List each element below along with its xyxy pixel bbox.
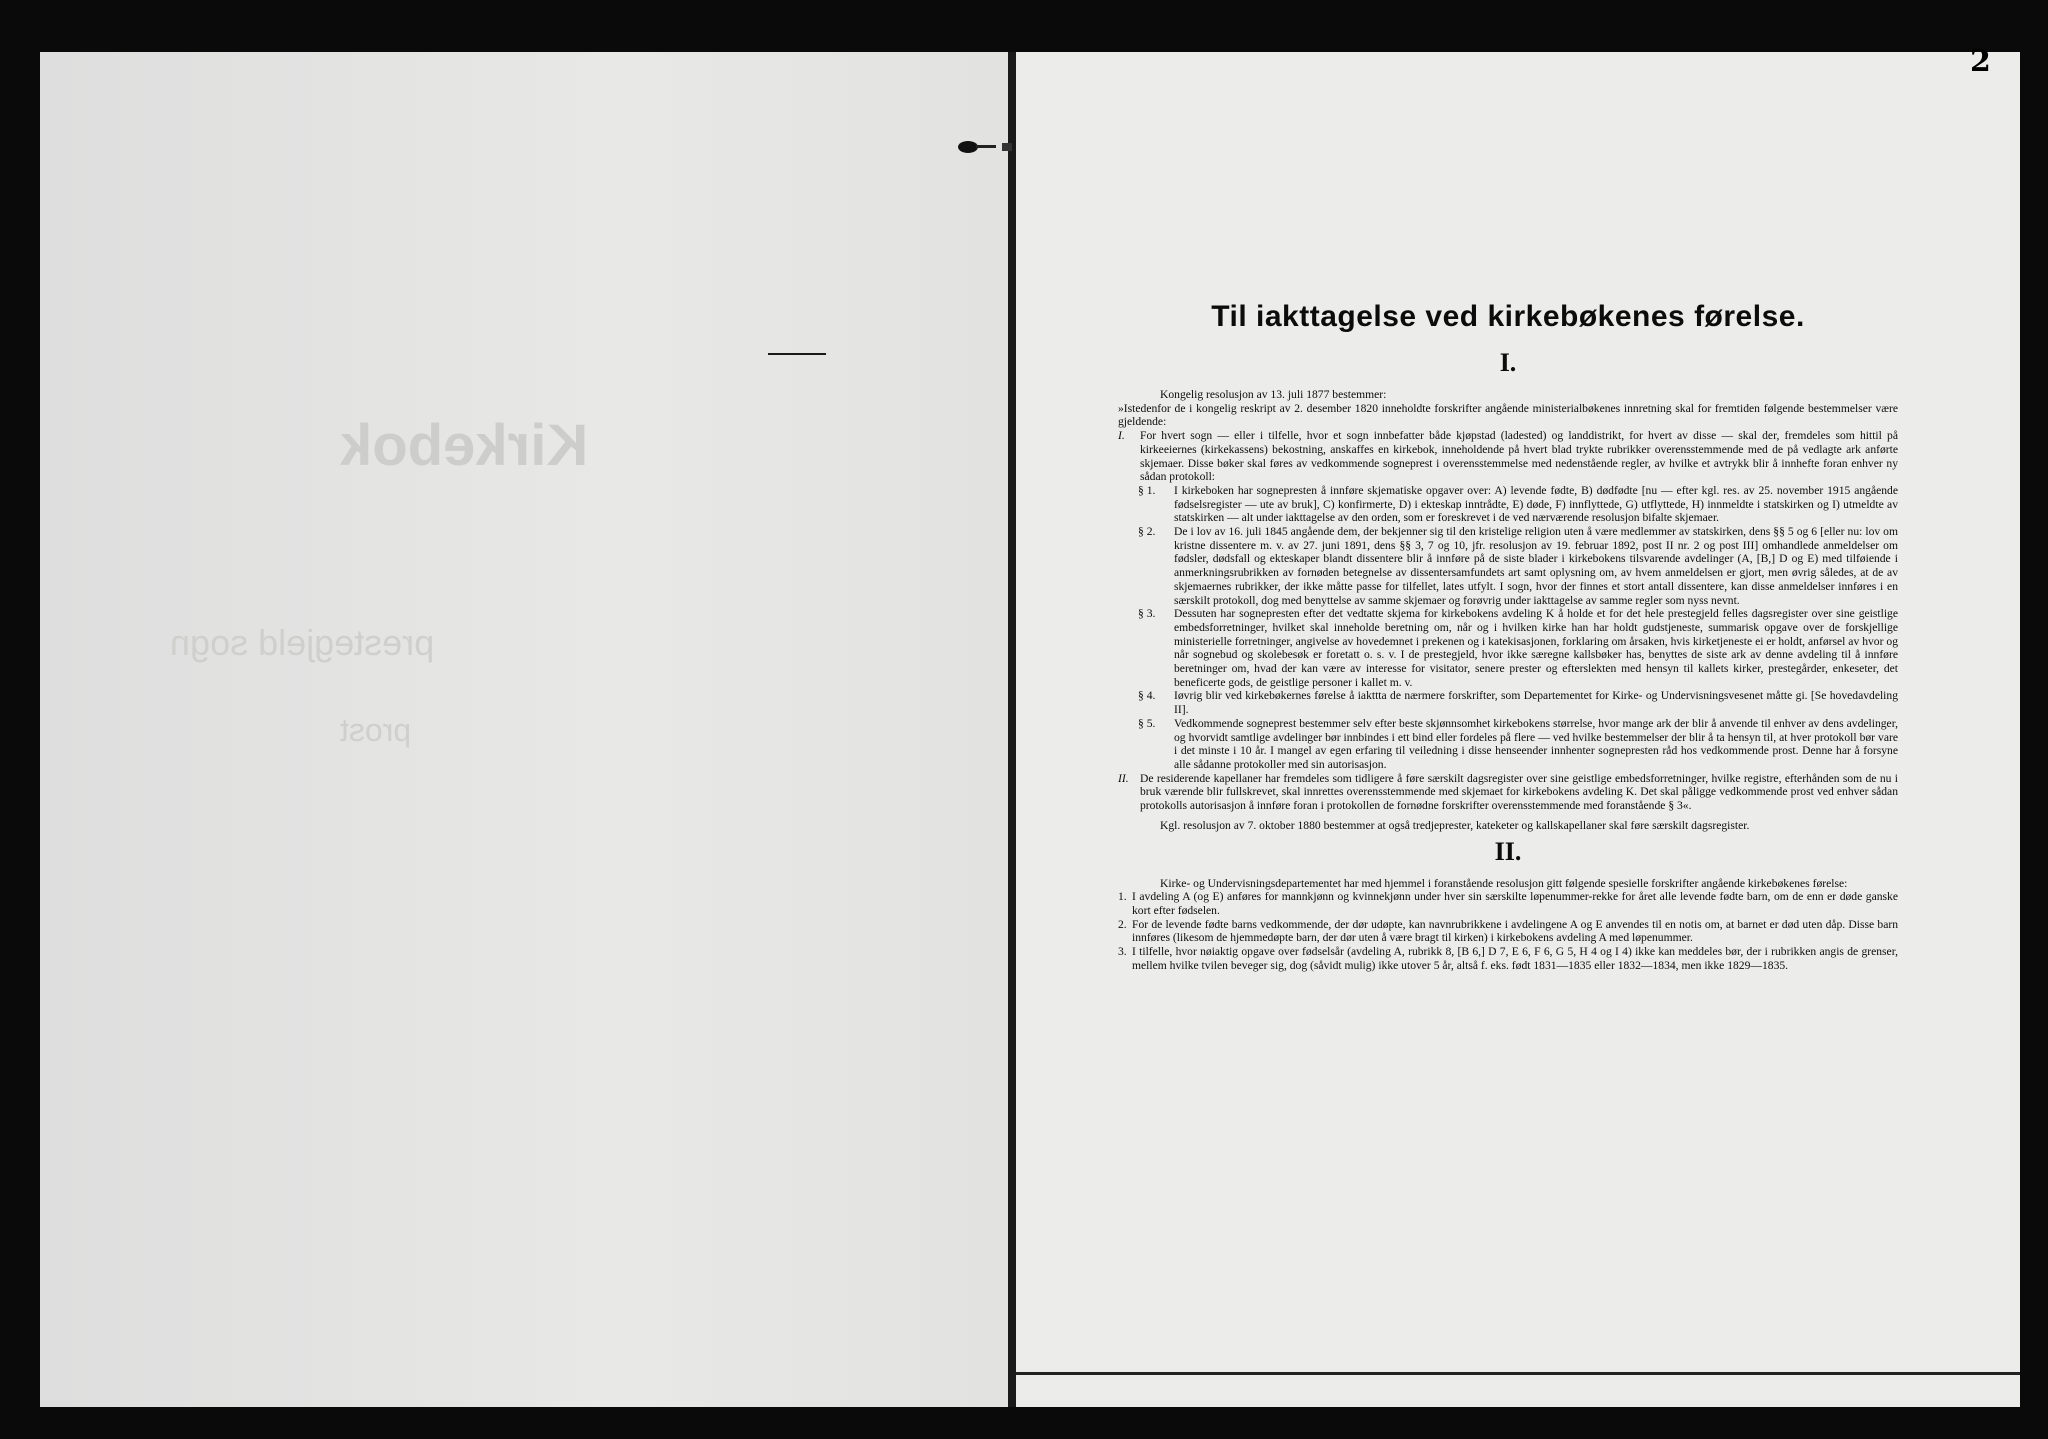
paragraph-text: Vedkommende sogneprest bestemmer selv efter beste skjønnsomhet kirkebokens størrelse, hvor mange ark der blir å anvende til enhver av dens avdelinger, og hvorvidt samtlige avdelinger bør innbindes i ett bind eller fordeles på flere — ved hvilke bestemmelser der blir å ta hensyn til, at hver protokoll bør vare i det minste i 10 år. I mangel av egen erfaring til veiledning i disse henseender innhenter sognepresten råd hos vedkommende prost. Denne har å forsyne alle sådanne protokoller med sin autorisasjon. bbox=[1174, 716, 1898, 771]
paragraph-number: § 2. bbox=[1138, 525, 1156, 539]
rule-text: For de levende fødte barns vedkommende, der dør udøpte, kan navnrubrikkene i avdelingene A og E anvendes til en notis om, at barnet er død uten dåp. Disse barn innføres (likesom de hjemmedøpte barn, der dør uten å være bragt til kirken) i kirkebokens avdeling A med løpenummer. bbox=[1132, 917, 1898, 945]
rule-item bbox=[1118, 945, 1898, 972]
numbered-item bbox=[1118, 429, 1898, 484]
rule-item bbox=[1118, 890, 1898, 917]
rule-number: 3. bbox=[1118, 945, 1127, 959]
paragraph-number: § 3. bbox=[1138, 607, 1156, 621]
paragraph-text: Dessuten har sognepresten efter det vedtatte skjema for kirkebokens avdeling K å holde et for det hele prestegjeld felles dagsregister over sine geistlige embedsforretninger, hvilket skal inneholde beretning om, når og i hvilken kirke han har holdt gudstjeneste, summarisk opgave over de forskjellige ministerielle forretninger, angivelse av hovedemnet i prekenen og i katekisasjonen, forklaring om årsaken, hvis kirketjeneste ei er holdt, anførsel av hvor og når sognebud og skolebesøk er foretatt o. s. v. I de prestegjeld, hvor ikke særegne kallsbøker has, benyttes de siste ark av denne avdeling til å innføre beretninger om, hvad der kan være av interesse for visitator, senere prester og efterslekten med hensyn til kallets kirker, prestegårder, enkeseter, det beneficerte gods, de geistlige personer i kallet m. v. bbox=[1174, 607, 1898, 689]
item-text: For hvert sogn — eller i tilfelle, hvor et sogn innbefatter både kjøpstad (ladested) og landdistrikt, for hvert av disse — skal der, fremdeles som hittil på kirkeeiernes (kirkekassens) bekostning, anskaffes en kirkebok, inneholdende på hvert blad trykte rubrikker overensstemmende med de på vedlagte ark anførte skjemaer. Disse bøker skal føres av vedkommende sogneprest i overensstemmelse med nedenstående regler, av hvilke et avtrykk blir å innhefte foran enhver ny sådan protokoll: bbox=[1140, 429, 1898, 484]
item-number: II. bbox=[1118, 771, 1129, 785]
section-intro: Kirke- og Undervisningsdepartementet har med hjemmel i foranstående resolusjon gitt følgende spesielle forskrifter angående kirkebøkenes førelse: bbox=[1160, 876, 1848, 890]
left-page-rule bbox=[768, 353, 826, 355]
paragraph-item bbox=[1138, 484, 1898, 525]
section-intro: Kongelig resolusjon av 13. juli 1877 bestemmer: bbox=[1160, 388, 1387, 401]
rule-text: I avdeling A (og E) anføres for mannkjønn og kvinnekjønn under hver sin særskilte løpenummer-rekke for året alle levende fødte barn, om de enn er døde ganske kort efter fødselen. bbox=[1132, 890, 1898, 917]
paragraph-text: Iøvrig blir ved kirkebøkernes førelse å iakttta de nærmere forskrifter, som Departementet for Kirke- og Undervisningsvesenet måtte gi. [Se hovedavdeling II]. bbox=[1174, 689, 1898, 717]
bleedthrough-line: prestegjeld sogn bbox=[170, 622, 435, 663]
paragraph-item bbox=[1138, 689, 1898, 716]
section-numeral: II. bbox=[1494, 836, 1522, 866]
book-gutter bbox=[1008, 52, 1016, 1407]
left-page bbox=[40, 52, 1008, 1407]
regulations-text bbox=[1118, 300, 1898, 972]
bleedthrough-line: prost bbox=[340, 712, 412, 748]
item-number: I. bbox=[1118, 429, 1125, 443]
rule-number: 1. bbox=[1118, 890, 1127, 904]
paragraph-number: § 1. bbox=[1138, 483, 1156, 497]
paragraph-text: De i lov av 16. juli 1845 angående dem, der bekjenner sig til den kristelige religion uten å være medlemmer av statskirken, dens §§ 5 og 6 [eller nu: lov om kristne dissentere m. v. av 27. juni 1891, dens §§ 3, 7 og 10, jfr. resolusjon av 19. februar 1892, post II nr. 2 og post III] omhandlede anmeldelser om fødsler, dødsfall og ekteskaper blandt dissentere blir å innføre på de siste blader i kirkebokens tilsvarende avdelinger (A, [B,] D og E) med tilføiende i anmerkningsrubrikken av fornøden betegnelse av dissentersamfundets art samt oplysning om, av hvem anmeldelsen er gjort, men øvrig således, at de av skjemaernes rubrikker, der ikke måtte passe for tilfellet, lates utfylt. I sogn, hvor der finnes et stort antall dissentere, kan disse anmeldelser innføres i en særskilt protokoll, dog med benyttelse av samme skjemaer og forøvrig under iakttagelse av samme regler som nyss nevnt. bbox=[1174, 525, 1898, 607]
rule-item bbox=[1118, 918, 1898, 945]
paragraph-item bbox=[1138, 525, 1898, 607]
rule-text: I tilfelle, hvor nøiaktig opgave over fødselsår (avdeling A, rubrikk 8, [B 6,] D 7, E 6, F 6, G 5, H 4 og I 4) ikke kan meddeles bør, der i rubrikken angis de grenser, mellem hvilke tvilen beveger sig, dog (såvidt mulig) ikke utover 5 år, altså f. eks. født 1831—1835 eller 1832—1834, men ikke 1829—1835. bbox=[1132, 945, 1898, 972]
section-quote: »Istedenfor de i kongelig reskript av 2. desember 1820 inneholdte forskrifter angående ministerialbøkenes innretning skal for fremtiden følgende bestemmelser være gjeldende: bbox=[1118, 401, 1898, 429]
item-text: De residerende kapellaner har fremdeles som tidligere å føre særskilt dagsregister over sine geistlige embedsforretninger, hvilke registre, efterhånden som de nu i bruk værende blir fullskrevet, skal innrettes overensstemmende med skjemaet for kirkebokens avdeling K. Det skal påligge vedkommende prost ved enhver sådan protokolls autorisasjon å innføre foran i protokollen de fornødne forskrifter overensstemmende med foranstående § 3«. bbox=[1140, 771, 1898, 813]
paragraph-item bbox=[1138, 607, 1898, 689]
rule-number: 2. bbox=[1118, 917, 1127, 931]
numbered-item bbox=[1118, 772, 1898, 813]
bleedthrough-title: Kirkebok bbox=[340, 413, 589, 478]
paragraph-number: § 5. bbox=[1138, 716, 1156, 730]
paragraph-item bbox=[1138, 717, 1898, 772]
section-numeral: I. bbox=[1499, 348, 1517, 377]
document-title: Til iakttagelse ved kirkebøkenes førelse. bbox=[1211, 300, 1805, 333]
paragraph-number: § 4. bbox=[1138, 689, 1156, 703]
paragraph-text: I kirkeboken har sognepresten å innføre skjematiske opgaver over: A) levende fødte, B) dødfødte [nu — efter kgl. res. av 25. november 1915 angående fødselsregister — ute av bruk], C) konfirmerte, D) i ekteskap inntrådte, E) døde, F) innflyttede, G) utflyttede, H) innmeldte i statskirken og I) utmeldte av statskirken — alt under iakttagelse av den orden, som er foreskrevet i de ved nærværende resolusjon bifalte skjemaer. bbox=[1174, 483, 1898, 525]
bottom-page-edge bbox=[1016, 1372, 2020, 1375]
page-number: 2 bbox=[1970, 44, 1991, 79]
section-closing: Kgl. resolusjon av 7. oktober 1880 bestemmer at også tredjeprester, kateketer og kallskapellaner skal føre særskilt dagsregister. bbox=[1160, 818, 1750, 832]
